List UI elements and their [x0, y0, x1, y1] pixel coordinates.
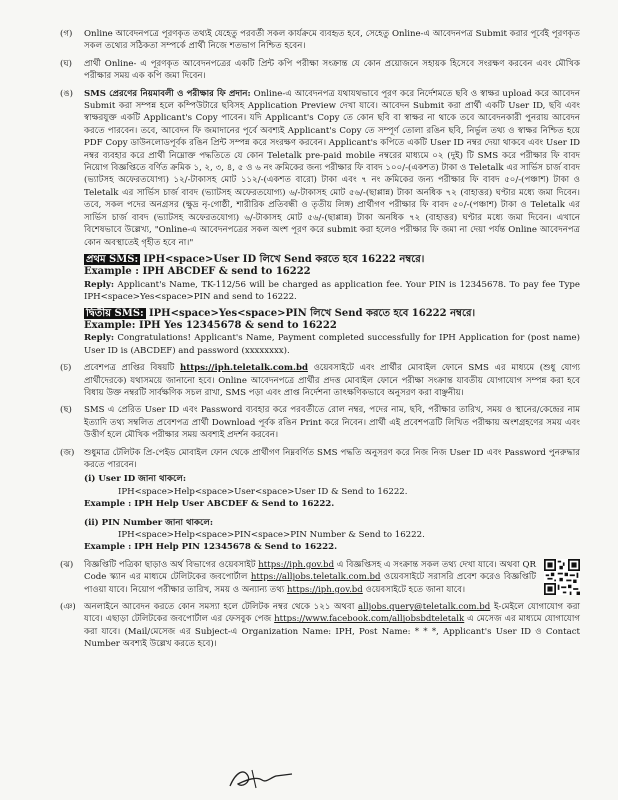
pin-format: IPH<space>Help<space>PIN<space>PIN Number & Send to 16222.: [118, 530, 425, 541]
item-text: এ মেসেজ এর মাধ্যমে যোগাযোগ করা যাবে। (Mail/মেসেজ এর Subject-এ Organization Name: IPH, Post Name: * * *, Applicant's User ID ও Contact Number অবশ্যই উল্লেখ করতে হবে)।: [84, 614, 581, 650]
sms2-reply-label: Reply:: [84, 333, 115, 344]
item-text: প্রার্থী Online- এ পূরণকৃত আবেদনপত্রের একটি প্রিন্ট কপি পরীক্ষা সংক্রান্ত যে কোন প্রয়োজনে সহায়ক হিসেবে সংরক্ষণ করবেন এবং মৌখিক পরীক্ষার সময় এক কপি জমা দিবেন।: [84, 58, 580, 82]
item-marker: (ঙ): [60, 88, 74, 99]
item-text: বিজ্ঞপ্তিটি পত্রিকা ছাড়াও অর্থ বিভাগের ওয়েবসাইট: [84, 559, 256, 570]
signature-icon: [226, 762, 296, 792]
alljobs-link[interactable]: https://alljobs.teletalk.com.bd: [250, 572, 381, 583]
item-text: ওয়েবসাইটে সরাসরি প্রবেশ করেও বিজ্ঞপ্তিটি পাওয়া যাবে। নিয়োগ পরীক্ষার তারিখ, সময় ও অন্যান্য তথ্য: [84, 572, 537, 595]
support-email-link[interactable]: alljobs.query@teletalk.com.bd: [357, 602, 491, 613]
item-text: SMS এ প্রেরিত User ID এবং Password ব্যবহার করে পরবর্তীতে রোল নম্বর, পদের নাম, ছবি, পরীক্ষার তারিখ, সময় ও স্থানের/কেন্দ্রের নাম ইত্যাদি তথ্য সম্বলিত প্রবেশপত্র প্রার্থী Download পূর্বক রঙিন Print করে নিবেন। প্রার্থী এই প্রবেশপত্রটি লিখিত পরীক্ষায় অংশগ্রহণের সময় এবং উত্তীর্ণ হলে মৌখিক পরীক্ষার সময় অবশ্যই প্রদর্শন করবেন।: [84, 405, 580, 441]
pin-example: Example : IPH Help PIN 12345678 & Send to 16222.: [84, 542, 338, 553]
sms1-reply: Applicant's Name, TK-112/56 will be charged as application fee. Your PIN is 12345678. To pay fee Type IPH<space>Yes<space>PIN and send to 16222.: [84, 279, 581, 303]
sms2-format: IPH<space>Yes<space>PIN লিখে Send করতে হবে 16222 নম্বরে।: [148, 307, 476, 319]
item-ja: [60, 447, 580, 472]
item-text: Online আবেদনপত্রে পূরণকৃত তথ্যই যেহেতু পরবর্তী সকল কার্যক্রমে ব্যবহৃত হবে, সেহেতু Online-এ আবেদনপত্র Submit করার পূর্বেই পূরণকৃত সকল তথ্যের সঠিকতা সম্পর্কে প্রার্থী নিজে শতভাগ নিশ্চিত হবেন।: [84, 29, 580, 52]
item-marker: (জ): [60, 447, 75, 458]
iph-gov-link[interactable]: https://iph.gov.bd: [258, 559, 335, 570]
recovery-block: [60, 473, 580, 553]
item-text: প্রবেশপত্র প্রাপ্তির বিষয়টি: [84, 363, 175, 374]
facebook-page-link[interactable]: https://www.facebook.com/alljobsbdteletalk: [274, 614, 465, 625]
item-jha: [60, 559, 580, 596]
sms2-block: [60, 308, 580, 358]
item-marker: (ঘ): [60, 58, 73, 69]
item-marker: (গ): [60, 29, 73, 39]
iph-teletalk-link[interactable]: https://iph.teletalk.com.bd: [180, 363, 308, 374]
item-nya: [60, 601, 580, 651]
sms-rules-heading: SMS প্রেরণের নিয়মাবলী ও পরীক্ষার ফি প্রদান:: [84, 88, 251, 99]
sms1-reply-label: Reply:: [84, 279, 115, 290]
sms2-example: Example: IPH Yes 12345678 & send to 16222: [84, 319, 337, 331]
item-ga: [60, 28, 580, 53]
iph-gov-link-2[interactable]: https://iph.gov.bd: [287, 584, 363, 595]
document-page: [60, 28, 580, 656]
item-marker: (চ): [60, 363, 72, 374]
item-chha: [60, 404, 580, 441]
sms2-label: দ্বিতীয় SMS:: [86, 307, 144, 319]
sms1-format: IPH<space>User ID লিখে Send করতে হবে 16222 নম্বরে।: [143, 253, 425, 265]
pin-heading: (ii) PIN Number জানা থাকলে:: [84, 517, 214, 528]
item-text: শুধুমাত্র টেলিটক প্রি-পেইড মোবাইল ফোন থেকে প্রার্থীগণ নিম্নবর্ণিত SMS পদ্ধতি অনুসরণ করে নিজ নিজ User ID এবং Password পুনরুদ্ধার করতে পারবেন।: [84, 447, 580, 470]
sms2-reply: Congratulations! Applicant's Name, Payment completed successfully for IPH Application for (post name) User ID is (ABCDEF) and password (xxxxxxxx).: [84, 333, 580, 356]
item-text: Online-এ আবেদনপত্র যথাযথভাবে পূরণ করে নির্দেশমতে ছবি ও স্বাক্ষর upload করে আবেদন Submit করা সম্পন্ন হলে কম্পিউটারে ছবিসহ Application Preview দেখা যাবে। আবেদন Submit করা প্রার্থী একটি User ID, ছবি এবং স্বাক্ষরযুক্ত একটি Applicant's Copy পাবেন। যদি Applicant's Copy তে কোন ছবি বা স্বাক্ষর না থাকে তবে আবেদনকারী পুনরায় আবেদন করতে পারবেন। তবে, আবেদন ফি জমাদানের পূর্বে অবশ্যই Applicant's Copy তে সম্পূর্ণ তোলা রঙিন ছবি, নির্ভুল তথ্য ও স্বাক্ষর নিশ্চিত হয়ে PDF Copy ডাউনলোডপূর্বক রঙিন প্রিন্ট সম্পন্ন করে সংরক্ষণ করবেন। Applicant's কপিতে একটি User ID নম্বর দেয়া থাকবে এবং User ID নম্বর ব্যবহার করে প্রার্থী নিম্নোক্ত পদ্ধতিতে যে কোন Teletalk pre-paid mobile নম্বরের মাধ্যমে ০২ (দুই) টি SMS করে পরীক্ষার ফি বাবদ নিয়োগ বিজ্ঞপ্তিতে বর্ণিত ক্রমিক ১, ২, ৩, ৪, ৫ ও ৬ নং ক্রমিকের জন্য পরীক্ষার ফি বাবদ ১০০/-(একশত) টাকা ও Teletalk এর সার্ভিস চার্জ বাবদ (ভ্যাটসহ অফেরতযোগ্য) ১২/-টাকাসহ মোট ১১২/-(একশত বারো) টাকা এবং ৭ নং ক্রমিকের জন্য পরীক্ষার ফি বাবদ ৫০/-(পঞ্চাশ) টাকা ও Teletalk এর সার্ভিস চার্জ বাবদ (ভ্যাটসহ অফেরতযোগ্য) ৬/-টাকাসহ মোট ৫৬/-(ছাপ্পান্ন) টাকা অনধিক ৭২ (বাহাত্তর) ঘণ্টার মধ্যে জমা দিবেন। তবে, সকল পদের অনগ্রসর (ক্ষুদ্র নৃ-গোষ্ঠী, শারীরিক প্রতিবন্ধী ও তৃতীয় লিঙ্গ) প্রার্থীগণ পরীক্ষার ফি বাবদ ৫০/-(পঞ্চাশ) টাকা ও Teletalk এর সার্ভিস চার্জ বাবদ (ভ্যাটসহ অফেরতযোগ্য) ৬/-টাকাসহ মোট ৫৬/-(ছাপ্পান্ন) টাকা অনধিক ৭২ (বাহাত্তর) ঘণ্টার মধ্যে জমা দিবেন। এখানে বিশেষভাবে উল্লেখ্য, "Online-এ আবেদনপত্রের সকল অংশ পূরণ করে submit করা হলেও পরীক্ষার ফি জমা না দেয়া পর্যন্ত Online আবেদনপত্র কোন অবস্থাতেই গৃহীত হবে না।": [84, 88, 580, 248]
item-text: ই-মেইলে যোগাযোগ করা যাবে। এছাড়া টেলিটকের জবপোর্টাল এর ফেসবুক পেজ: [84, 602, 581, 625]
item-marker: (ঝ): [60, 559, 74, 570]
item-marker: (ছ): [60, 405, 72, 416]
item-nga: [60, 88, 580, 249]
item-text: অনলাইনে আবেদন করতে কোন সমস্যা হলে টেলিটক নম্বর থেকে ১২১ অথবা: [84, 602, 355, 613]
item-gha: [60, 58, 580, 83]
userid-format: IPH<space>Help<space>User<space>User ID & Send to 16222.: [118, 486, 408, 497]
qr-code-icon[interactable]: [544, 559, 580, 595]
sms1-label: প্রথম SMS:: [86, 253, 139, 265]
userid-heading: (i) User ID জানা থাকলে:: [84, 474, 187, 485]
userid-example: Example : IPH Help User ABCDEF & Send to 16222.: [84, 499, 335, 510]
item-text: ওয়েবসাইটে এবং প্রার্থীর মোবাইল ফোনে SMS এর মাধ্যমে (শুধু যোগ্য প্রার্থীদেরকে) যথাসময়ে জানানো হবে। Online আবেদনপত্রে প্রার্থীর প্রদত্ত মোবাইল ফোনে পরীক্ষা সংক্রান্ত যাবতীয় যোগাযোগ সম্পন্ন করা হবে বিধায় উক্ত নম্বরটি সার্বক্ষণিক সচল রাখা, SMS পড়া এবং প্রাপ্ত নির্দেশনা তাৎক্ষণিকভাবে অনুসরণ করা বাঞ্ছনীয়।: [84, 363, 580, 398]
item-text: ওয়েবসাইটে হতে জানা যাবে।: [365, 584, 466, 595]
item-cha: [60, 362, 580, 399]
sms1-example: Example : IPH ABCDEF & send to 16222: [84, 266, 311, 278]
item-marker: (ঞ): [60, 602, 76, 613]
item-text: এ বিজ্ঞপ্তিসহ এ সংক্রান্ত সকল তথ্য দেখা যাবে। অথবা QR Code স্ক্যান এর মাধ্যমে টেলিটকের জবপোর্টাল: [84, 559, 537, 583]
sms1-block: [60, 254, 580, 304]
